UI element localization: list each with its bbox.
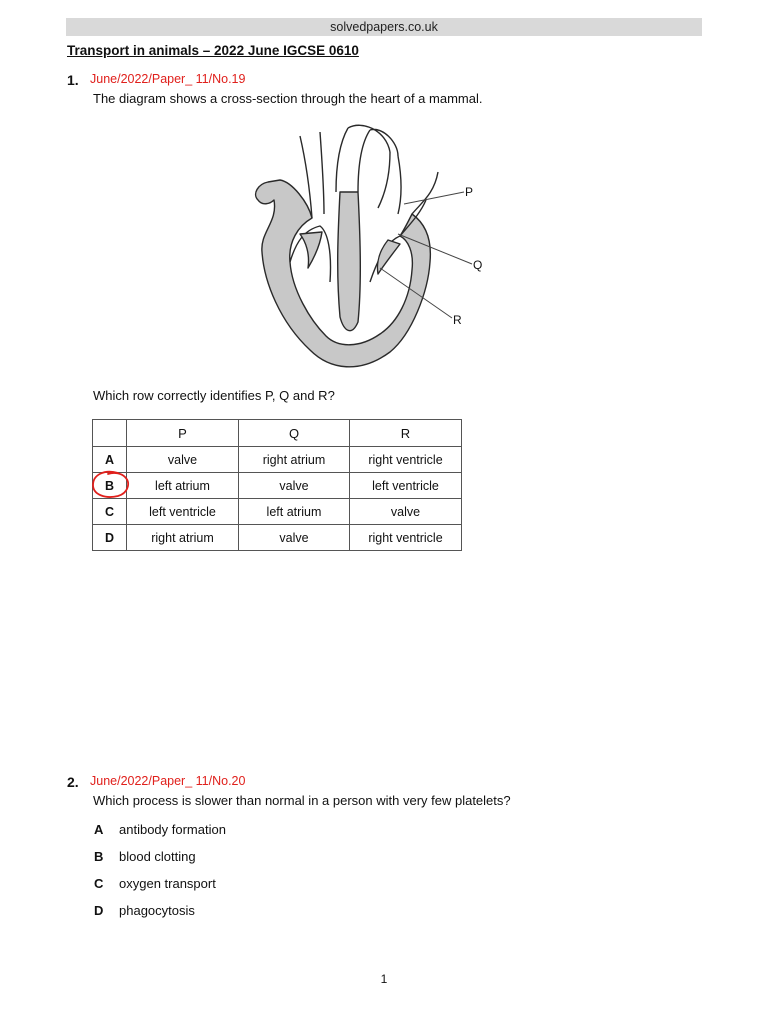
table-header-p: P (127, 420, 239, 447)
label-line-p (404, 192, 464, 204)
heart-diagram (240, 122, 500, 380)
table-header-r: R (350, 420, 462, 447)
cell-r: right ventricle (350, 525, 462, 551)
row-letter: C (93, 499, 127, 525)
cell-p: valve (127, 447, 239, 473)
table-header-cell (93, 420, 127, 447)
table-header-row (93, 420, 462, 447)
cell-p: left atrium (127, 473, 239, 499)
cell-r: valve (350, 499, 462, 525)
option-text: phagocytosis (119, 903, 195, 918)
label-line-q (398, 234, 472, 264)
option-letter: A (94, 822, 104, 837)
option-text: oxygen transport (119, 876, 216, 891)
table-header-q: Q (239, 420, 350, 447)
label-q: Q (473, 258, 483, 272)
question-1-number: 1. (67, 72, 79, 88)
vessel-aorta (336, 128, 370, 192)
table-row (93, 525, 462, 551)
vessel-arch (348, 125, 398, 156)
label-p: P (465, 185, 474, 199)
question-1-prompt: Which row correctly identifies P, Q and R? (93, 388, 335, 403)
row-letter: A (93, 447, 127, 473)
vessel-right (378, 152, 401, 214)
cell-r: left ventricle (350, 473, 462, 499)
option-text: antibody formation (119, 822, 226, 837)
answer-table (92, 419, 462, 551)
question-1-text: The diagram shows a cross-section through the heart of a mammal. (93, 91, 483, 106)
question-2-source: June/2022/Paper_ 11/No.20 (90, 774, 246, 788)
page-number: 1 (380, 972, 388, 986)
septum (338, 192, 361, 331)
label-r: R (453, 313, 462, 327)
row-letter: D (93, 525, 127, 551)
table-row (93, 499, 462, 525)
site-header: solvedpapers.co.uk (66, 18, 702, 36)
option-letter: B (94, 849, 104, 864)
cell-p: left ventricle (127, 499, 239, 525)
cell-q: left atrium (239, 499, 350, 525)
cell-q: right atrium (239, 447, 350, 473)
option-letter: C (94, 876, 104, 891)
cell-q: valve (239, 525, 350, 551)
valve-left (300, 232, 322, 268)
row-letter-marked (93, 473, 127, 499)
question-2-text: Which process is slower than normal in a person with very few platelets? (93, 793, 511, 808)
question-2-number: 2. (67, 774, 79, 790)
table-row (93, 473, 462, 499)
option-text: blood clotting (119, 849, 196, 864)
option-letter: D (94, 903, 104, 918)
cell-q: valve (239, 473, 350, 499)
table-row (93, 447, 462, 473)
answer-circle-mark (90, 469, 132, 501)
cell-r: right ventricle (350, 447, 462, 473)
page-title: Transport in animals – 2022 June IGCSE 0610 (67, 43, 359, 58)
question-1-source: June/2022/Paper_ 11/No.19 (90, 72, 246, 86)
row-letter: B (104, 478, 115, 493)
cell-p: right atrium (127, 525, 239, 551)
